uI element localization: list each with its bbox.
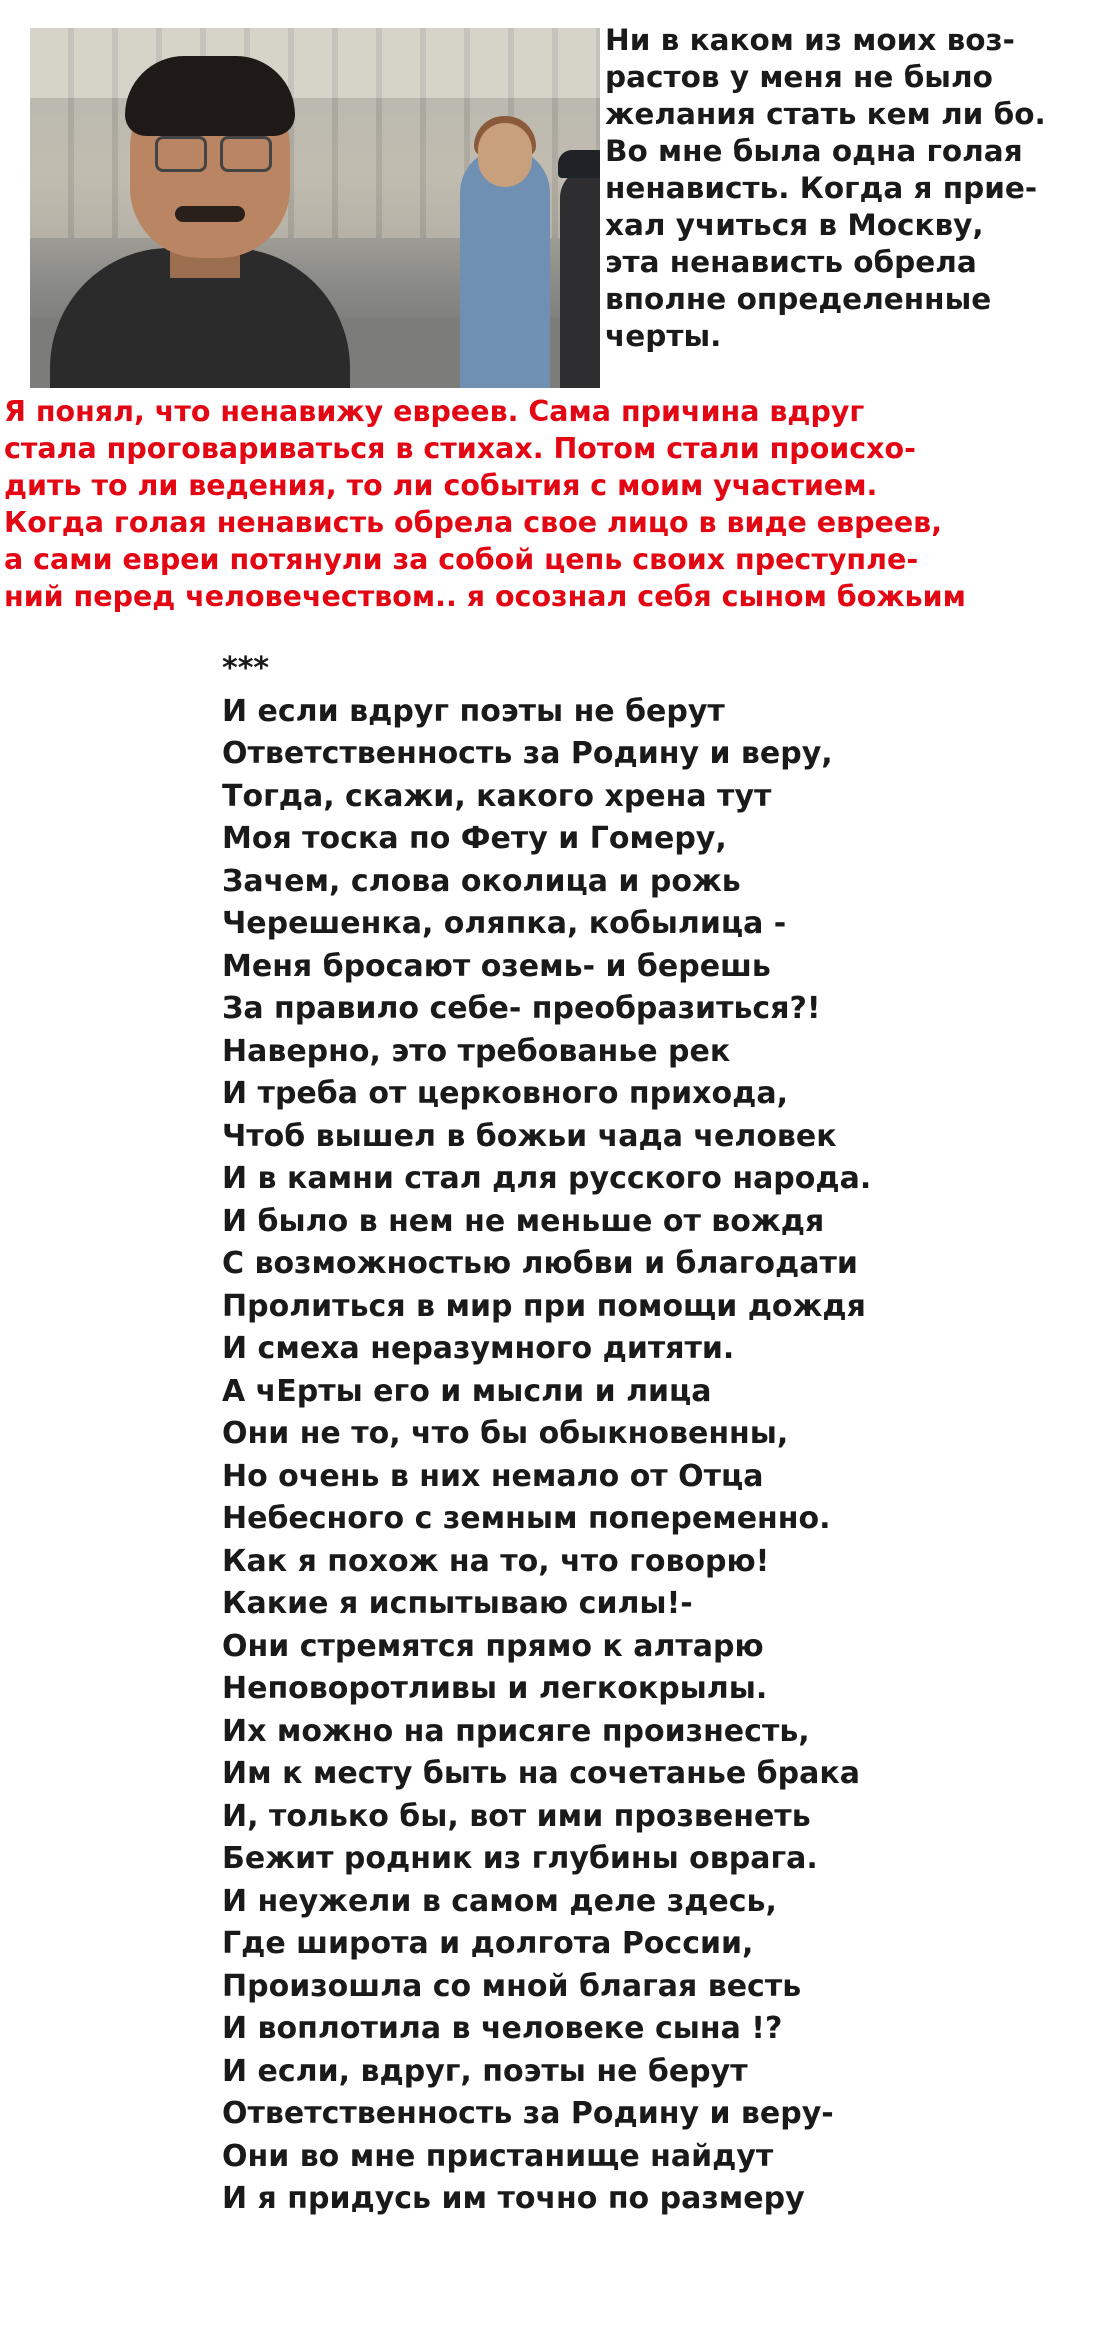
poem-line: Им к месту быть на сочетанье брака [222,1756,860,1791]
photo-guard-figure [560,168,600,388]
poem-line: Зачем, слова околица и рожь [222,863,741,899]
poem-line: И если, вдруг, поэты не берут [222,2053,748,2089]
photo-moustache [175,206,245,222]
intro-line: желания стать кем ли бо. [605,97,1046,131]
statement-line: а сами евреи потянули за собой цепь своих преступле- [4,543,919,576]
poem-line: И треба от церковного прихода, [222,1076,788,1111]
statement-line: дить то ли ведения, то ли события с моим участием. [4,469,878,502]
poem-line: И неужели в самом деле здесь, [222,1883,777,1919]
intro-line: Ни в каком из моих воз- [605,23,1015,57]
poem-line: Чтоб вышел в божьи чада человек [222,1118,837,1154]
poem-line: И я придусь им точно по размеру [222,2181,805,2216]
poem-line: И воплотила в человеке сына !? [222,2011,783,2046]
poem-line: И было в нем не меньше от вождя [222,1203,825,1239]
author-photo [30,28,600,388]
statement-line: стала проговариваться в стихах. Потом стали происхо- [4,432,916,465]
poem-line: Но очень в них немало от Отца [222,1458,764,1494]
red-statement [4,393,1096,615]
intro-line: Во мне была одна голая [605,134,1023,168]
photo-glasses-left [155,136,207,172]
poem-line: Какие я испытываю силы!- [222,1586,693,1621]
poem-line: Их можно на присяге произнесть, [222,1713,810,1749]
poem-line: Произошла со мной благая весть [222,1968,802,2004]
photo-man-hair [125,56,295,136]
poem-line: Ответственность за Родину и веру, [222,736,833,771]
poem-line: Наверно, это требованье рек [222,1033,731,1069]
intro-line: ненависть. Когда я прие- [605,171,1038,205]
statement-line: Я понял, что ненавижу евреев. Сама причина вдруг [4,395,865,428]
poem-line: Они стремятся прямо к алтарю [222,1628,764,1664]
poem-line: С возможностью любви и благодати [222,1246,858,1281]
poem-line: Ответственность за Родину и веру- [222,2096,834,2131]
photo-woman-head [478,123,532,187]
poem-line: Неповоротливы и легкокрылы. [222,1671,768,1706]
poem-line: Небесного с земным попеременно. [222,1501,831,1536]
intro-line: вполне определенные [605,282,992,316]
statement-line: Когда голая ненависть обрела свое лицо в виде евреев, [4,506,943,539]
poem-line: Где широта и долгота России, [222,1926,754,1961]
poem-line: И, только бы, вот ими прозвенеть [222,1798,811,1834]
poem-line: Как я похож на то, что говорю! [222,1543,770,1579]
poem-line: Они не то, что бы обыкновенны, [222,1416,789,1451]
intro-text [605,22,1093,355]
photo-guard-cap [558,150,600,178]
intro-line: черты. [605,319,722,353]
intro-line: хал учиться в Москву, [605,208,984,242]
poem [222,648,1082,2221]
poem-line: Моя тоска по Фету и Гомеру, [222,821,727,856]
photo-glasses-right [220,136,272,172]
poem-line: Черешенка, оляпка, кобылица - [222,906,787,941]
statement-line: ний перед человечеством.. я осознал себя сыном божьим [4,580,966,613]
intro-line: эта ненависть обрела [605,245,977,279]
poem-line: И в камни стал для русского народа. [222,1161,872,1196]
poem-separator: *** [222,651,270,686]
poem-line: И если вдруг поэты не берут [222,693,725,729]
poem-line: За правило себе- преобразиться?! [222,991,821,1026]
intro-line: растов у меня не было [605,60,993,94]
poem-line: Они во мне пристанище найдут [222,2138,774,2174]
poem-line: Пролиться в мир при помощи дождя [222,1288,866,1324]
poem-line: Тогда, скажи, какого хрена тут [222,778,772,814]
poem-line: И смеха неразумного дитяти. [222,1331,735,1366]
poem-line: А чЕрты его и мысли и лица [222,1373,712,1409]
poem-line: Бежит родник из глубины оврага. [222,1841,818,1876]
poem-line: Меня бросают оземь- и берешь [222,948,771,984]
